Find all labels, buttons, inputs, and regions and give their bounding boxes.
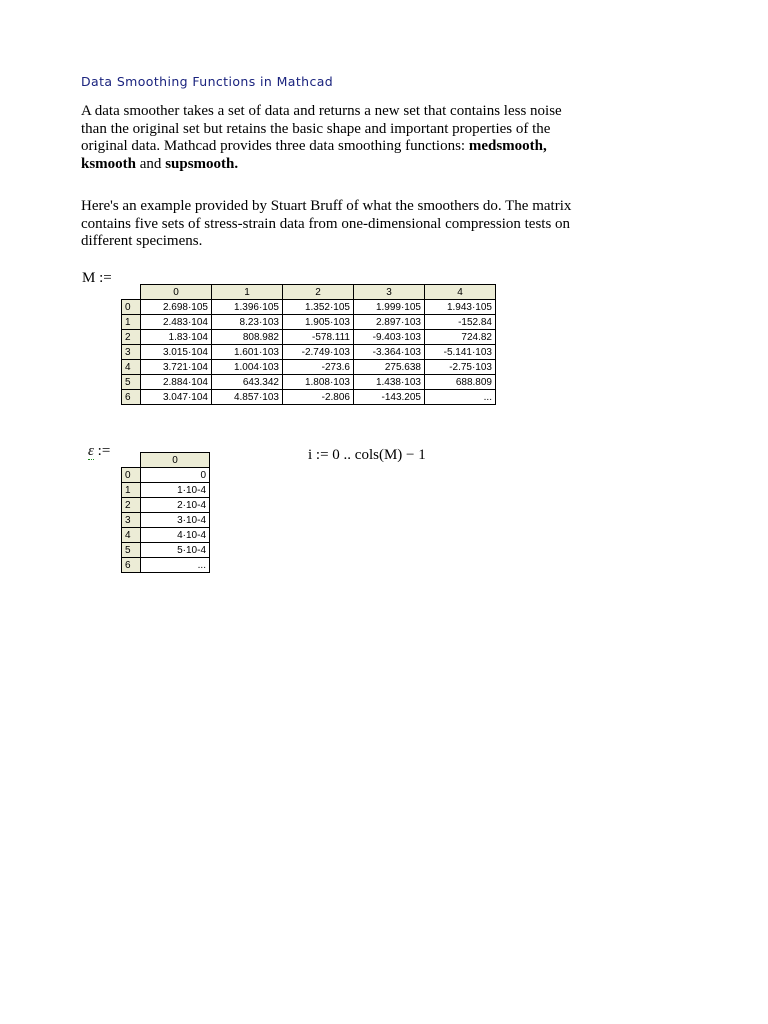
col-header: 3 xyxy=(354,285,425,300)
matrix-cell[interactable]: 1.396·105 xyxy=(212,300,283,315)
matrix-m-header-row xyxy=(122,285,496,300)
row-header: 2 xyxy=(122,498,141,513)
matrix-cell[interactable]: 2.884·104 xyxy=(141,375,212,390)
matrix-cell[interactable]: 1.83·104 xyxy=(141,330,212,345)
matrix-cell[interactable]: 1.905·103 xyxy=(283,315,354,330)
matrix-cell[interactable]: -2.75·103 xyxy=(425,360,496,375)
matrix-m-table[interactable] xyxy=(121,284,496,405)
matrix-cell[interactable]: ... xyxy=(425,390,496,405)
supsmooth-label: supsmooth. xyxy=(165,155,239,172)
row-header: 0 xyxy=(122,300,141,315)
table-row xyxy=(122,360,496,375)
matrix-cell[interactable]: 3.047·104 xyxy=(141,390,212,405)
matrix-cell[interactable]: -273.6 xyxy=(283,360,354,375)
example-paragraph: Here's an example provided by Stuart Bruff of what the smoothers do. The matrix contains five sets of stress-strain data from one-dimensional compression tests on different specimens. xyxy=(81,198,572,249)
row-header: 6 xyxy=(122,390,141,405)
matrix-cell[interactable]: 1.999·105 xyxy=(354,300,425,315)
matrix-cell[interactable]: -3.364·103 xyxy=(354,345,425,360)
matrix-cell[interactable]: -9.403·103 xyxy=(354,330,425,345)
col-header: 4 xyxy=(425,285,496,300)
table-row xyxy=(122,390,496,405)
row-header: 3 xyxy=(122,513,141,528)
matrix-eps-table[interactable] xyxy=(121,452,210,573)
matrix-cell[interactable]: 643.342 xyxy=(212,375,283,390)
row-header: 1 xyxy=(122,315,141,330)
col-header: 0 xyxy=(141,453,210,468)
matrix-corner xyxy=(122,453,141,468)
table-row xyxy=(122,513,210,528)
table-row xyxy=(122,558,210,573)
intro-paragraph xyxy=(81,103,581,173)
row-header: 4 xyxy=(122,360,141,375)
table-row xyxy=(122,345,496,360)
matrix-cell[interactable]: -143.205 xyxy=(354,390,425,405)
table-row xyxy=(122,300,496,315)
row-header: 3 xyxy=(122,345,141,360)
table-row xyxy=(122,498,210,513)
table-row xyxy=(122,375,496,390)
assign-operator: := xyxy=(93,443,111,459)
row-header: 6 xyxy=(122,558,141,573)
matrix-cell[interactable]: 1.352·105 xyxy=(283,300,354,315)
row-header: 5 xyxy=(122,543,141,558)
matrix-cell[interactable]: 2.483·104 xyxy=(141,315,212,330)
matrix-cell[interactable]: -152.84 xyxy=(425,315,496,330)
matrix-cell[interactable]: 724.82 xyxy=(425,330,496,345)
range-definition[interactable]: i := 0 .. cols(M) − 1 xyxy=(308,447,426,463)
matrix-eps-label xyxy=(88,443,110,460)
matrix-cell[interactable]: 2.897·103 xyxy=(354,315,425,330)
table-row xyxy=(122,543,210,558)
matrix-cell[interactable]: 808.982 xyxy=(212,330,283,345)
matrix-cell[interactable]: 3·10-4 xyxy=(141,513,210,528)
col-header: 0 xyxy=(141,285,212,300)
matrix-cell[interactable]: -2.749·103 xyxy=(283,345,354,360)
intro-text: A data smoother takes a set of data and returns a new set that contains less noise than the original set but retains the basic shape and important properties of the original data. Mathcad provides three data smoothing functions: xyxy=(81,103,562,154)
matrix-cell[interactable]: 1·10-4 xyxy=(141,483,210,498)
page-title: Data Smoothing Functions in Mathcad xyxy=(81,74,334,89)
table-row xyxy=(122,483,210,498)
and-text: and xyxy=(136,155,166,172)
table-row xyxy=(122,330,496,345)
matrix-cell[interactable]: 8.23·103 xyxy=(212,315,283,330)
ksmooth-label: ksmooth xyxy=(81,155,137,172)
matrix-cell[interactable]: 3.015·104 xyxy=(141,345,212,360)
matrix-cell[interactable]: -2.806 xyxy=(283,390,354,405)
matrix-cell[interactable]: 688.809 xyxy=(425,375,496,390)
matrix-cell[interactable]: 1.438·103 xyxy=(354,375,425,390)
matrix-cell[interactable]: 2.698·105 xyxy=(141,300,212,315)
row-header: 0 xyxy=(122,468,141,483)
row-header: 4 xyxy=(122,528,141,543)
matrix-cell[interactable]: -5.141·103 xyxy=(425,345,496,360)
medsmooth-label: medsmooth, xyxy=(468,138,547,154)
matrix-cell[interactable]: 1.808·103 xyxy=(283,375,354,390)
table-row xyxy=(122,468,210,483)
row-header: 2 xyxy=(122,330,141,345)
matrix-cell[interactable]: 1.943·105 xyxy=(425,300,496,315)
epsilon-symbol: ε xyxy=(88,443,94,459)
row-header: 5 xyxy=(122,375,141,390)
matrix-cell[interactable]: ... xyxy=(141,558,210,573)
matrix-cell[interactable]: 1.004·103 xyxy=(212,360,283,375)
matrix-cell[interactable]: 5·10-4 xyxy=(141,543,210,558)
matrix-cell[interactable]: 4·10-4 xyxy=(141,528,210,543)
col-header: 1 xyxy=(212,285,283,300)
matrix-corner xyxy=(122,285,141,300)
table-row xyxy=(122,528,210,543)
col-header: 2 xyxy=(283,285,354,300)
matrix-cell[interactable]: 275.638 xyxy=(354,360,425,375)
row-header: 1 xyxy=(122,483,141,498)
matrix-cell[interactable]: 3.721·104 xyxy=(141,360,212,375)
matrix-m-label: M := xyxy=(82,270,112,286)
matrix-cell[interactable]: -578.111 xyxy=(283,330,354,345)
table-row xyxy=(122,315,496,330)
matrix-cell[interactable]: 4.857·103 xyxy=(212,390,283,405)
matrix-cell[interactable]: 0 xyxy=(141,468,210,483)
matrix-eps-header-row xyxy=(122,453,210,468)
matrix-cell[interactable]: 1.601·103 xyxy=(212,345,283,360)
matrix-cell[interactable]: 2·10-4 xyxy=(141,498,210,513)
